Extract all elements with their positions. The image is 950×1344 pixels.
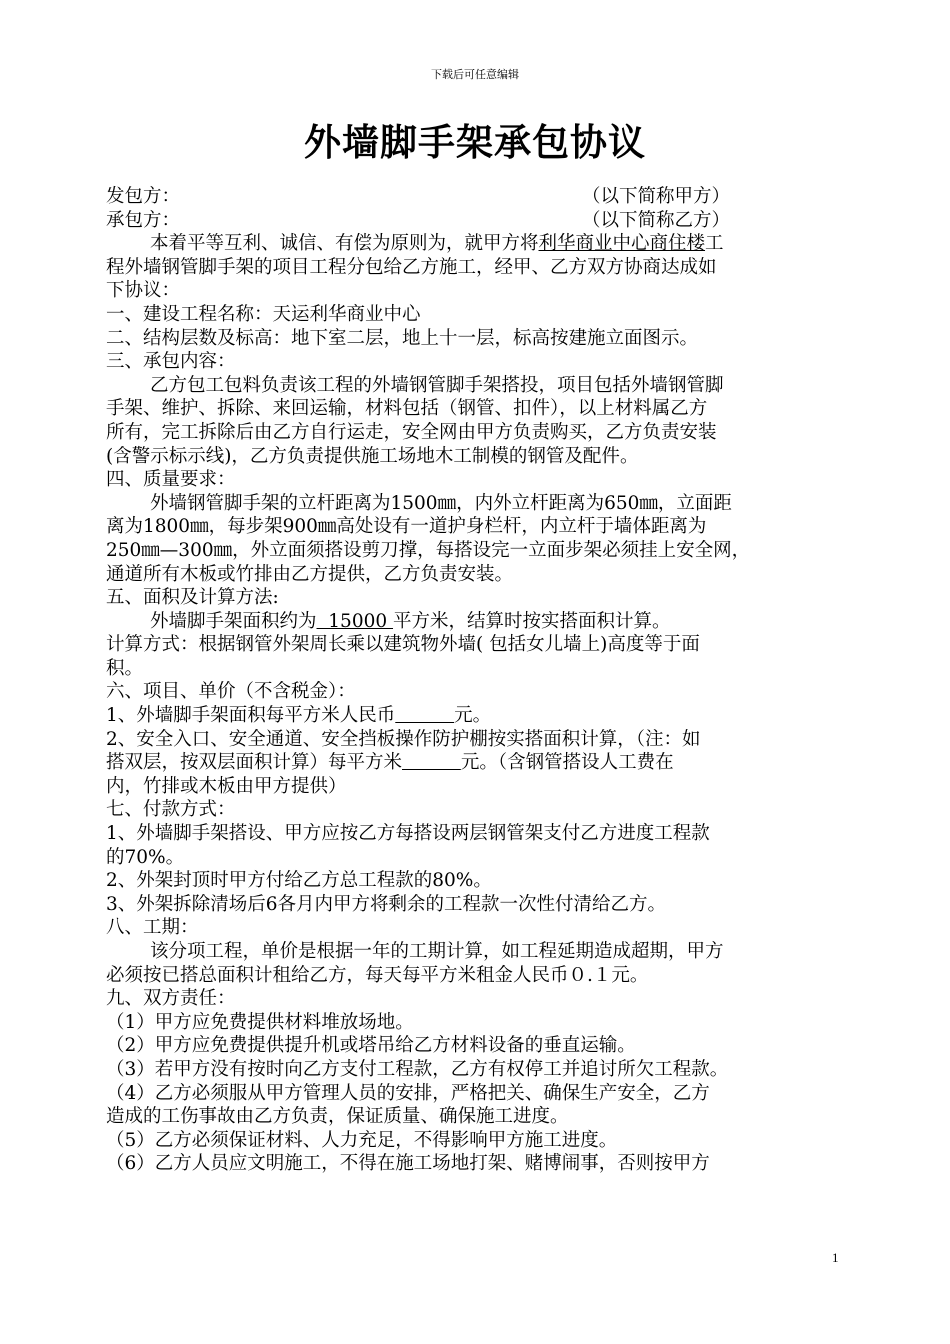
intro-text-a: 本着平等互利、诚信、有偿为原则为，就甲方将 xyxy=(150,233,539,255)
intro-line-1 xyxy=(106,232,846,256)
section-5-heading: 五、面积及计算方法: xyxy=(106,587,279,609)
area-line xyxy=(106,610,846,634)
price-item-2-prefix: 搭双层，按双层面积计算）每平方米 xyxy=(106,752,403,774)
intro-text-b: 工 xyxy=(705,233,724,255)
calc-method-line-2: 积。 xyxy=(106,657,144,679)
subcontractor-note: （以下简称乙方） xyxy=(582,209,731,231)
section-4-line: 离为1800㎜，每步架900㎜高处设有一道护身栏杆，内立杆于墙体距离为 xyxy=(106,516,707,538)
price-item-2-line-2 xyxy=(106,751,846,775)
subcontractor-label: 承包方： xyxy=(106,209,181,231)
section-3-line: 手架、维护、拆除、来回运输，材料包括（钢管、扣件），以上材料属乙方 xyxy=(106,398,708,420)
responsibility-line: （6）乙方人员应文明施工，不得在施工场地打架、赌博闹事，否则按甲方 xyxy=(106,1153,710,1175)
price-item-1-prefix: 1、外墙脚手架面积每平方米人民币 xyxy=(106,705,396,727)
section-4-line: 250㎜—300㎜，外立面须搭设剪刀撑，每搭设完一立面步架必须挂上安全网， xyxy=(106,539,751,561)
header-note: 下载后可任意编辑 xyxy=(431,68,519,81)
section-1: 一、建设工程名称：天运利华商业中心 xyxy=(106,303,421,325)
section-4-heading: 四、质量要求： xyxy=(106,469,236,491)
section-4-line: 通道所有木板或竹排由乙方提供，乙方负责安装。 xyxy=(106,563,514,585)
contractor-note: （以下简称甲方） xyxy=(582,186,731,207)
price-item-1 xyxy=(106,704,846,728)
project-name-underlined: 利华商业中心商住楼 xyxy=(538,233,706,255)
section-3-line: (含警示标示线)，乙方负责提供施工场地木工制模的钢管及配件。 xyxy=(106,445,639,467)
document-title: 外墙脚手架承包协议 xyxy=(304,120,646,164)
payment-line: 1、外墙脚手架搭设、甲方应按乙方每搭设两层钢管架支付乙方进度工程款 xyxy=(106,823,710,845)
area-suffix: 平方米，结算时按实搭面积计算。 xyxy=(393,610,671,632)
responsibility-line: 造成的工伤事故由乙方负责，保证质量、确保施工进度。 xyxy=(106,1106,569,1128)
section-2: 二、结构层数及标高：地下室二层，地上十一层，标高按建施立面图示。 xyxy=(106,327,699,349)
section-4-line: 外墙钢管脚手架的立杆距离为1500㎜，内外立杆距离为650㎜，立面距 xyxy=(150,492,732,514)
schedule-line-2: 必须按已搭总面积计租给乙方，每天每平方米租金人民币０.１元。 xyxy=(106,964,649,986)
section-8-heading: 八、工期： xyxy=(106,917,199,939)
price-item-1-suffix: 元。 xyxy=(454,705,492,727)
intro-line-2: 程外墙钢管脚手架的项目工程分包给乙方施工，经甲、乙方双方协商达成如 xyxy=(106,256,717,278)
area-prefix: 外墙脚手架面积约为 xyxy=(150,610,317,632)
price-blank-2 xyxy=(402,751,461,775)
responsibility-line: （5）乙方必须保证材料、人力充足，不得影响甲方施工进度。 xyxy=(106,1129,618,1151)
section-7-heading: 七、付款方式： xyxy=(106,799,236,821)
responsibility-line: （3）若甲方没有按时向乙方支付工程款，乙方有权停工并追讨所欠工程款。 xyxy=(106,1058,729,1080)
page-number: 1 xyxy=(832,1250,839,1265)
responsibility-line: （1）甲方应免费提供材料堆放场地。 xyxy=(106,1011,414,1033)
contractor-label: 发包方： xyxy=(106,186,181,207)
section-9-heading: 九、双方责任： xyxy=(106,988,236,1010)
agreement-body xyxy=(106,185,846,1176)
section-3-line: 所有，完工拆除后由乙方自行运走，安全网由甲方负责购买，乙方负责安装 xyxy=(106,421,717,443)
calc-method-line-1: 计算方式：根据钢管外架周长乘以建筑物外墙( 包括女儿墙上)高度等于面 xyxy=(106,634,700,656)
price-item-2-line-1: 2、安全入口、安全通道、安全挡板操作防护棚按实搭面积计算，（注：如 xyxy=(106,728,701,750)
schedule-line-1: 该分项工程，单价是根据一年的工期计算，如工程延期造成超期，甲方 xyxy=(150,941,724,962)
section-3-heading: 三、承包内容： xyxy=(106,351,236,373)
area-value: 15000 xyxy=(316,610,394,632)
responsibility-line: （2）甲方应免费提供提升机或塔吊给乙方材料设备的垂直运输。 xyxy=(106,1035,636,1057)
price-item-2-suffix: 元。（含钢管搭设人工费在 xyxy=(460,752,674,774)
section-6-heading: 六、项目、单价（不含税金）： xyxy=(106,681,356,703)
contractor-line xyxy=(106,185,846,209)
intro-line-3: 下协议： xyxy=(106,280,181,302)
payment-line: 3、外架拆除清场后6各月内甲方将剩余的工程款一次性付清给乙方。 xyxy=(106,893,667,915)
subcontractor-line xyxy=(106,209,846,233)
price-blank-1 xyxy=(395,704,454,728)
price-item-2-line-3: 内，竹排或木板由甲方提供） xyxy=(106,775,347,797)
payment-line: 的70%。 xyxy=(106,846,185,868)
payment-line: 2、外架封顶时甲方付给乙方总工程款的80%。 xyxy=(106,870,492,892)
responsibility-line: （4）乙方必须服从甲方管理人员的安排，严格把关、确保生产安全，乙方 xyxy=(106,1082,710,1104)
section-3-line: 乙方包工包料负责该工程的外墙钢管脚手架搭投，项目包括外墙钢管脚 xyxy=(150,374,724,396)
